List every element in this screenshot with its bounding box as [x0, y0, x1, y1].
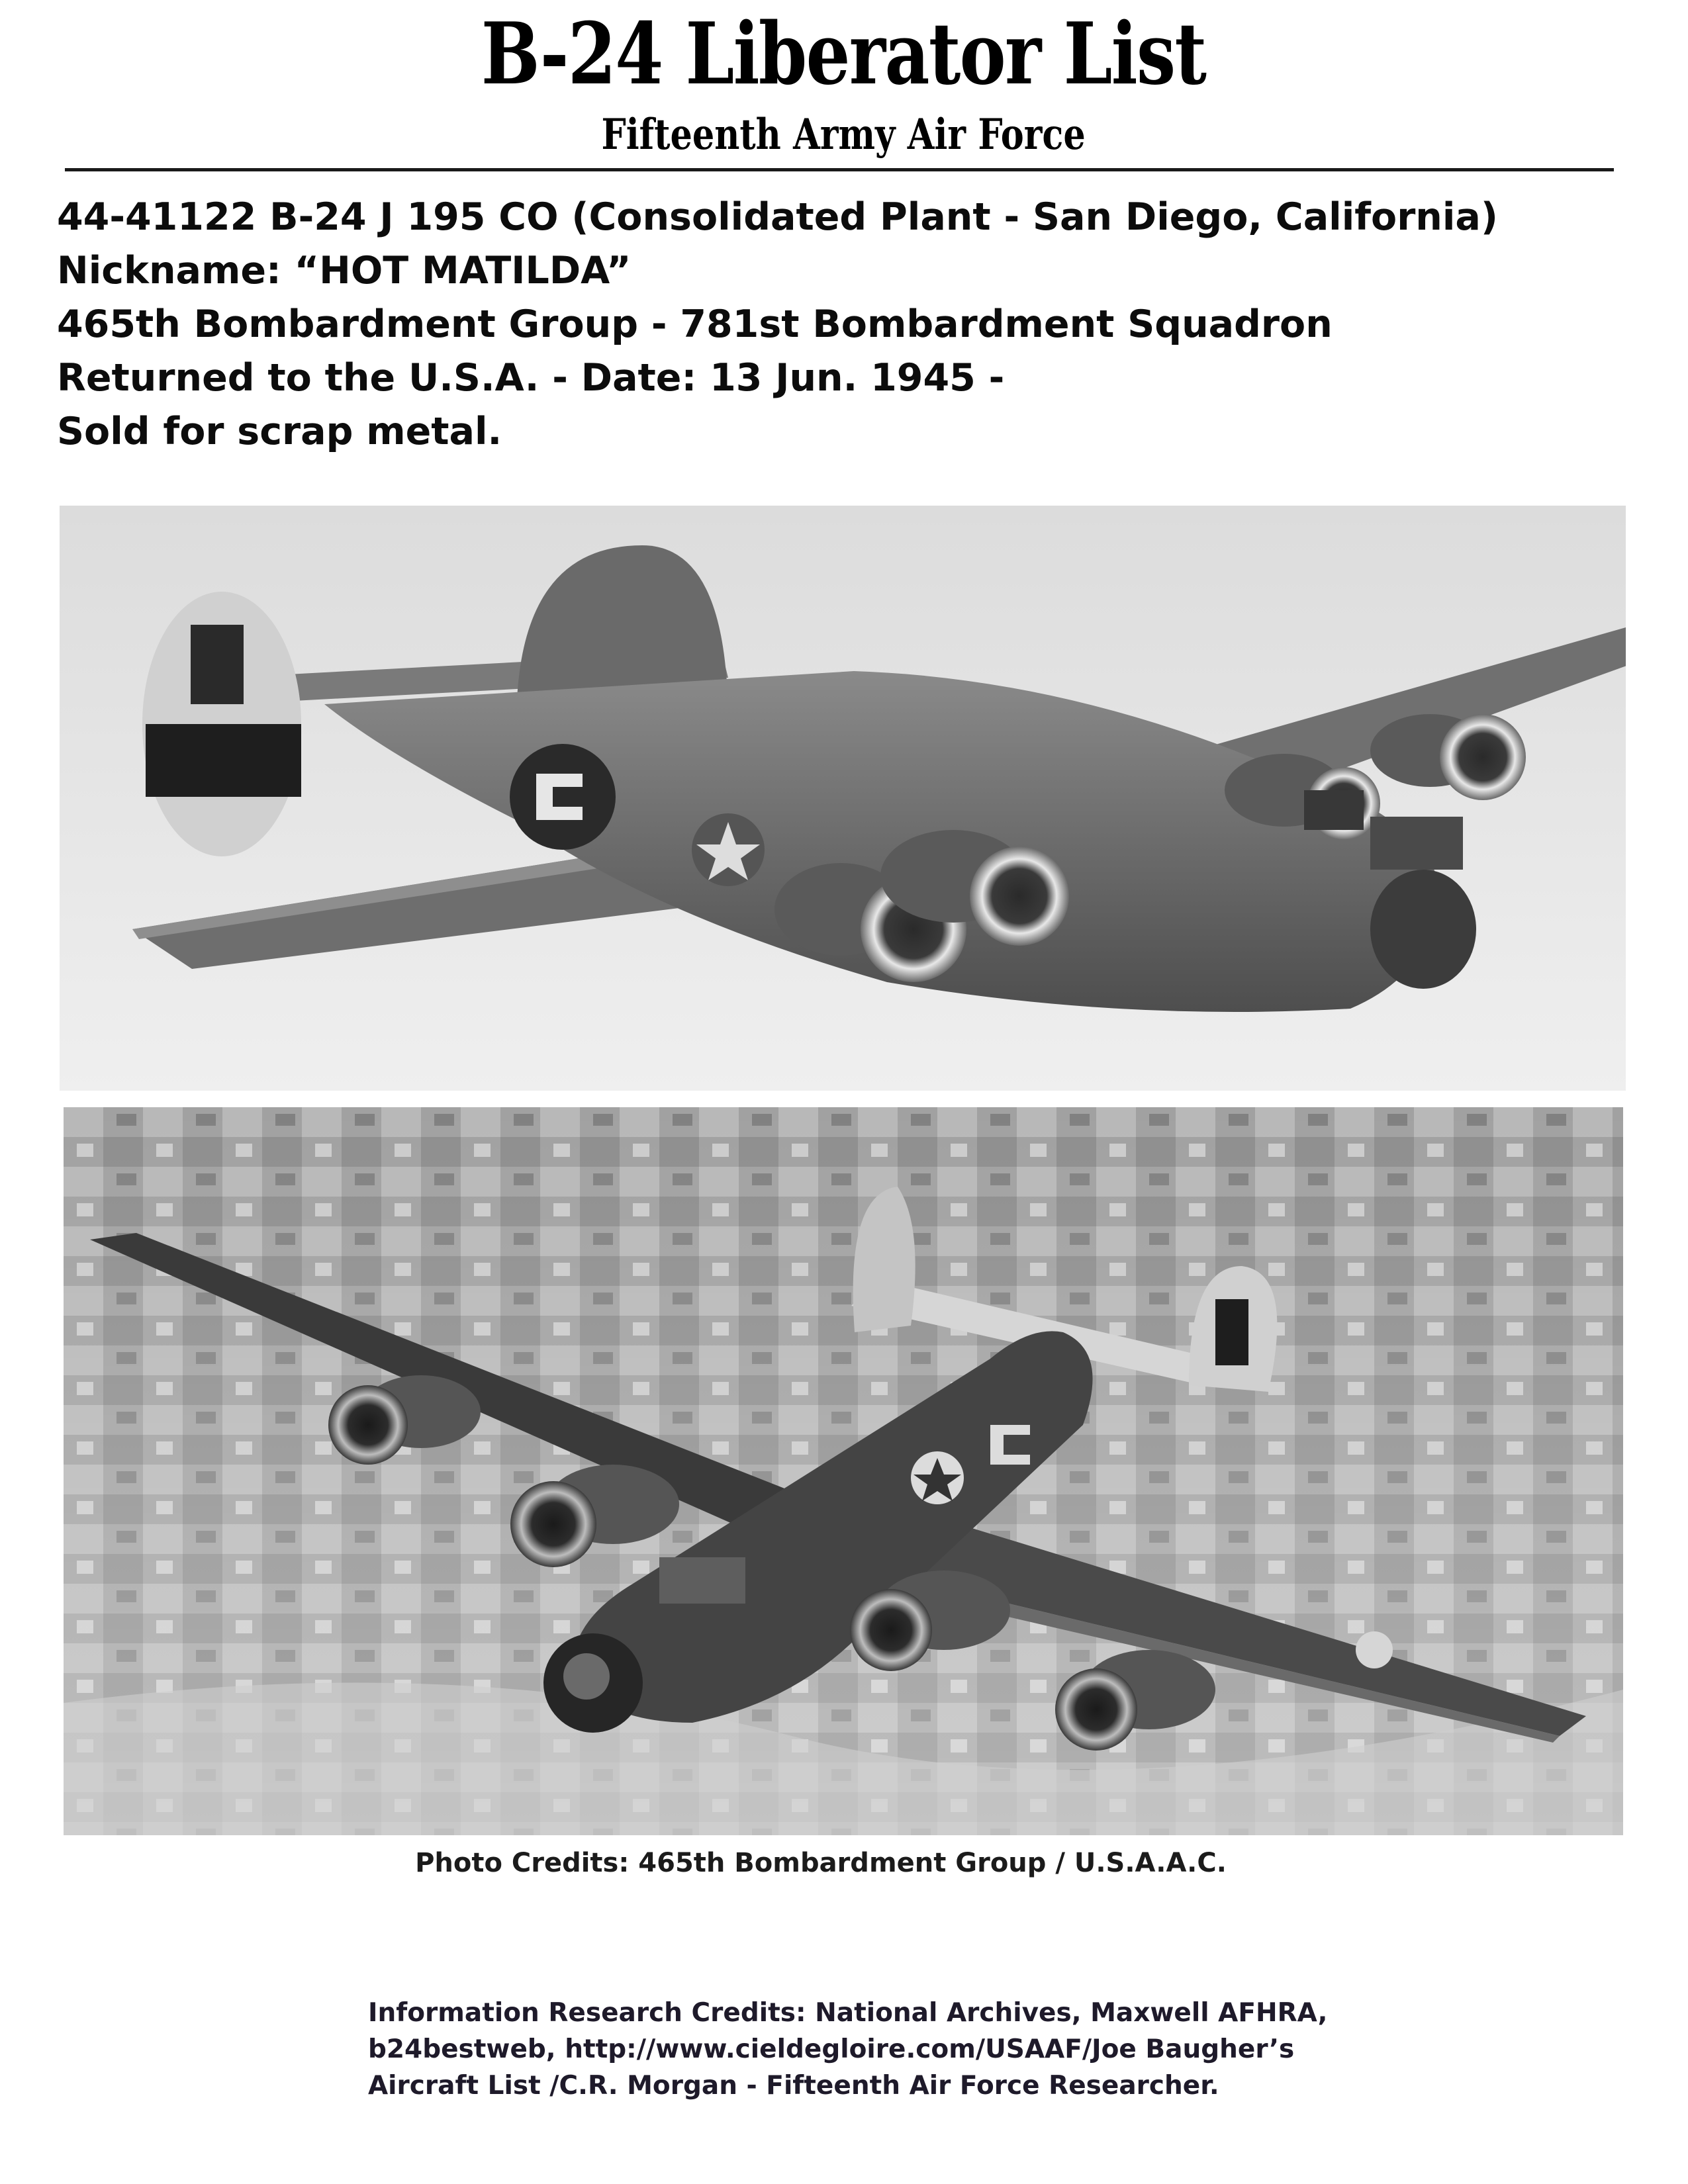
unit-line: 465th Bombardment Group - 781st Bombardment Squadron [57, 302, 1333, 346]
page-title: B-24 Liberator List [481, 5, 1206, 104]
page-subtitle: Fifteenth Army Air Force [601, 110, 1086, 159]
serial-line: 44-41122 B-24 J 195 CO (Consolidated Plant - San Diego, California) [57, 195, 1498, 239]
b24-over-terrain-photo [64, 1107, 1623, 1835]
research-credits-line: Aircraft List /C.R. Morgan - Fifteenth Air Force Researcher. [368, 2071, 1219, 2101]
research-credits [368, 1995, 1493, 2104]
aircraft-record [57, 191, 1632, 459]
photo-credits: Photo Credits: 465th Bombardment Group / U.S.A.A.C. [415, 1848, 1227, 1878]
disposition-line: Sold for scrap metal. [57, 410, 502, 453]
research-credits-line: Information Research Credits: National Archives, Maxwell AFHRA, [368, 1998, 1328, 2028]
b24-in-flight-sky-photo [60, 506, 1626, 1091]
research-credits-line: b24bestweb, http://www.cieldegloire.com/USAAF/Joe Baugher’s [368, 2034, 1295, 2064]
header-divider [65, 168, 1614, 171]
nickname-line: Nickname: “HOT MATILDA” [57, 249, 632, 293]
return-line: Returned to the U.S.A. - Date: 13 Jun. 1945 - [57, 356, 1005, 400]
